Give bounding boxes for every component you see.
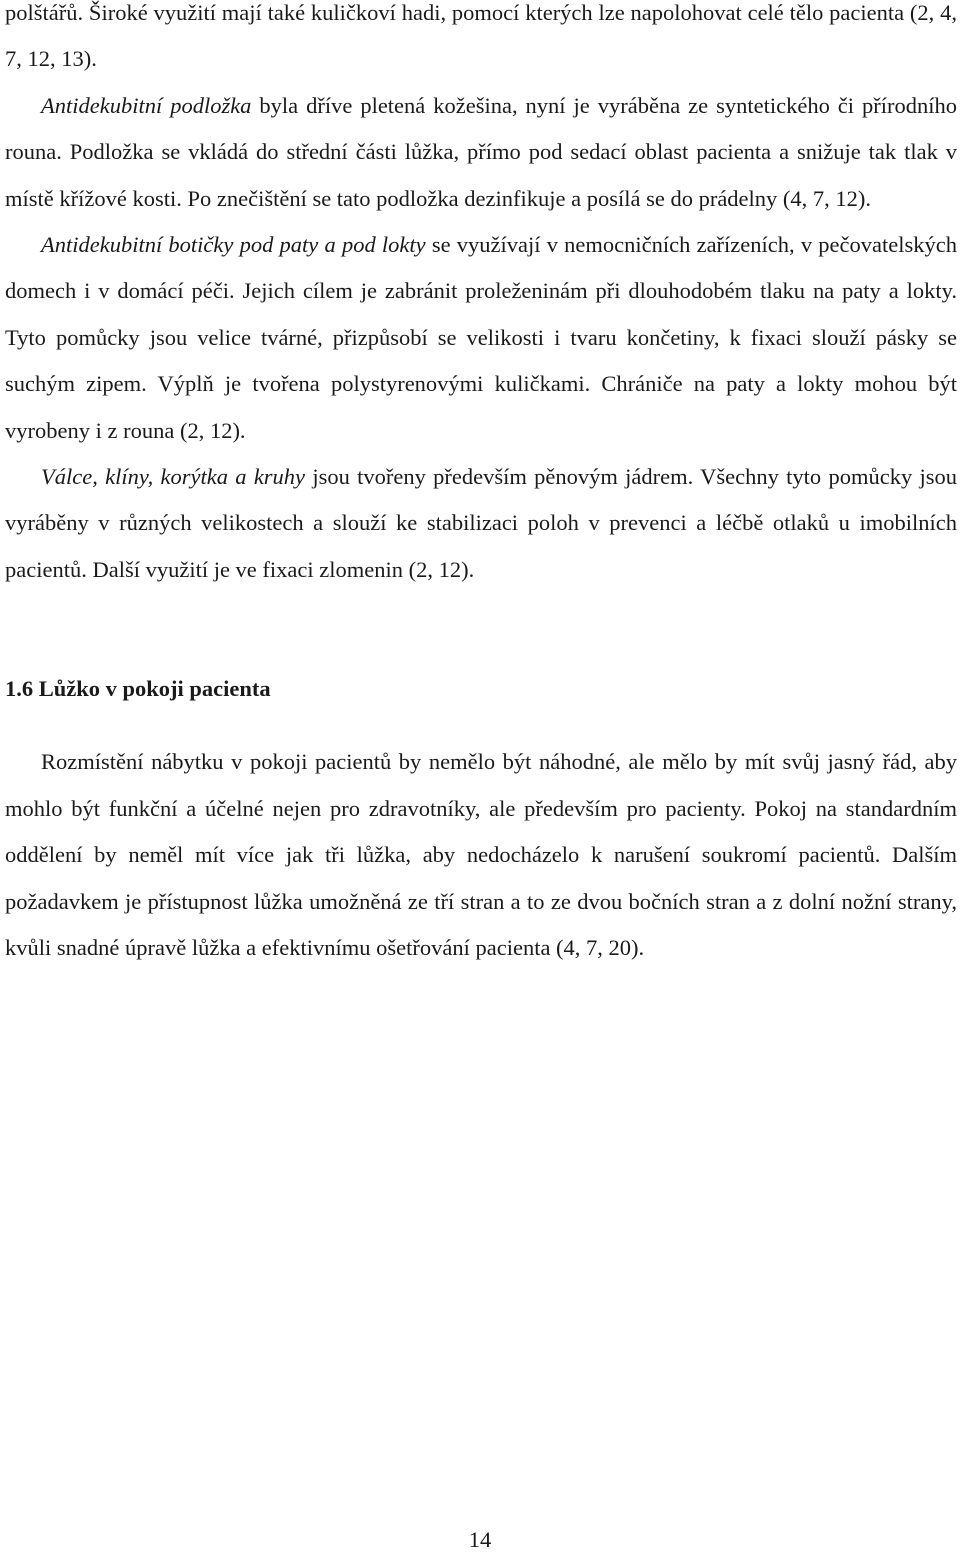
paragraph-antidecubitus-boots [5, 222, 957, 454]
paragraph-text: polštářů. Široké využití mají také kuličkoví hadi, pomocí kterých lze napolohovat celé tělo pacienta (2, 4, 7, 12, 13). [5, 0, 957, 72]
paragraph-rollers-wedges [5, 454, 957, 593]
page-number: 14 [468, 1527, 492, 1552]
paragraph-continuation [5, 0, 957, 83]
paragraph-term-italic: Válce, klíny, korýtka a kruhy [41, 464, 306, 490]
paragraph-text: Rozmístění nábytku v pokoji pacientů by nemělo být náhodné, ale mělo by mít svůj jasný řád, aby mohlo být funkční a účelné nejen pro zdravotníky, ale především pro pacienty. Pokoj na standardním oddělení by neměl mít více jak tři lůžka, aby nedocházelo k narušení soukromí pacientů. Dalším požadavkem je přístupnost lůžka umožněná ze tří stran a to ze dvou bočních stran a z dolní nožní strany, kvůli snadné úpravě lůžka a efektivnímu ošetřování pacienta (4, 7, 20). [5, 749, 957, 960]
paragraph-text: se využívají v nemocničních zařízeních, v pečovatelských domech i v domácí péči. Jejich cílem je zabránit proleženinám při dlouhodobém tlaku na paty a lokty. Tyto pomůcky jsou velice tvárné, přizpůsobí se velikosti i tvaru končetiny, k fixaci slouží pásky se suchým zipem. Výplň je tvořena polystyrenovými kuličkami. Chrániče na paty a lokty mohou být vyrobeny i z rouna (2, 12). [5, 232, 957, 443]
paragraph-term-italic: Antidekubitní botičky pod paty a pod lokty [41, 232, 426, 258]
paragraph-term-italic: Antidekubitní podložka [41, 92, 252, 118]
paragraph-text: byla dříve pletená kožešina, nyní je vyráběna ze syntetického či přírodního rouna. Podložka se vkládá do střední části lůžka, přímo pod sedací oblast pacienta a snižuje tak tlak v místě křížové kosti. Po znečištění se tato podložka dezinfikuje a posílá se do prádelny (4, 7, 12). [5, 92, 957, 211]
document-page [5, 0, 957, 971]
paragraph-text: jsou tvořeny především pěnovým jádrem. Všechny tyto pomůcky jsou vyráběny v různých velikostech a slouží ke stabilizaci poloh v prevenci a léčbě otlaků u imobilních pacientů. Další využití je ve fixaci zlomenin (2, 12). [5, 464, 957, 582]
paragraph-antidecubitus-pad [5, 83, 957, 222]
paragraph-room-layout [5, 739, 957, 971]
section-heading: 1.6 Lůžko v pokoji pacienta [5, 676, 271, 702]
